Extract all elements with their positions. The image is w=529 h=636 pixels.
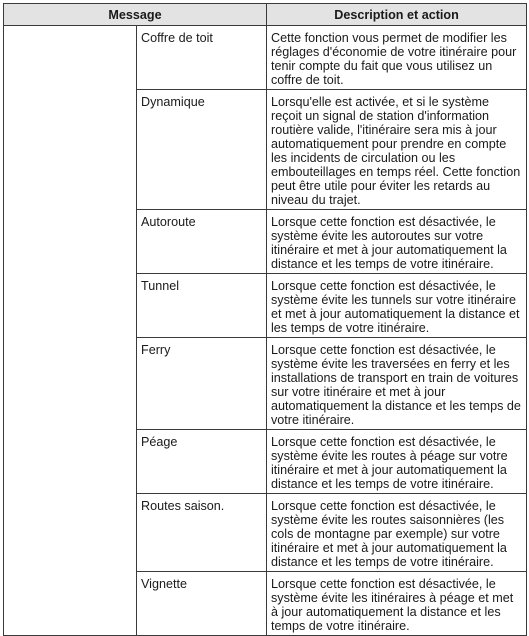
description-cell: Lorsque cette fonction est désactivée, le système évite les traversées en ferry et les installations de transport en train de voitures sur votre itinéraire et met à jour automatiquement la distance et les temps de votre itinéraire. — [267, 338, 527, 430]
message-cell: Vignette — [137, 572, 267, 636]
description-cell: Lorsque cette fonction est désactivée, le système évite les autoroutes sur votre itinéraire et met à jour automatiquement la distance et les temps de votre itinéraire. — [267, 210, 527, 274]
description-cell: Lorsque cette fonction est désactivée, le système évite les itinéraires à péage et met à jour automatiquement la distance et les temps de votre itinéraire. — [267, 572, 527, 636]
table-header-row — [4, 4, 527, 26]
table-row — [4, 26, 527, 90]
header-message: Message — [4, 4, 267, 26]
message-cell: Péage — [137, 430, 267, 494]
message-cell: Ferry — [137, 338, 267, 430]
header-description: Description et action — [267, 4, 527, 26]
message-table — [3, 3, 527, 636]
description-cell: Lorsque cette fonction est désactivée, le système évite les tunnels sur votre itinéraire et met à jour automatiquement la distance et les temps de votre itinéraire. — [267, 274, 527, 338]
description-cell: Lorsque cette fonction est désactivée, le système évite les routes saisonnières (les cols de montagne par exemple) sur votre itinéraire et met à jour automatiquement la distance et les temps de votre itinéraire. — [267, 494, 527, 572]
description-cell: Lorsqu'elle est activée, et si le système reçoit un signal de station d'information routière valide, l'itinéraire sera mis à jour automatiquement pour prendre en compte les incidents de circulation ou les embouteillages en temps réel. Cette fonction peut être utile pour éviter les retards au niveau du trajet. — [267, 90, 527, 210]
description-cell: Lorsque cette fonction est désactivée, le système évite les routes à péage sur votre itinéraire et met à jour automatiquement la distance et les temps de votre itinéraire. — [267, 430, 527, 494]
message-cell: Dynamique — [137, 90, 267, 210]
description-cell: Cette fonction vous permet de modifier les réglages d'économie de votre itinéraire pour tenir compte du fait que vous utilisez un coffre de toit. — [267, 26, 527, 90]
message-cell: Autoroute — [137, 210, 267, 274]
message-cell: Coffre de toit — [137, 26, 267, 90]
empty-category-cell — [4, 26, 137, 636]
message-cell: Routes saison. — [137, 494, 267, 572]
message-cell: Tunnel — [137, 274, 267, 338]
